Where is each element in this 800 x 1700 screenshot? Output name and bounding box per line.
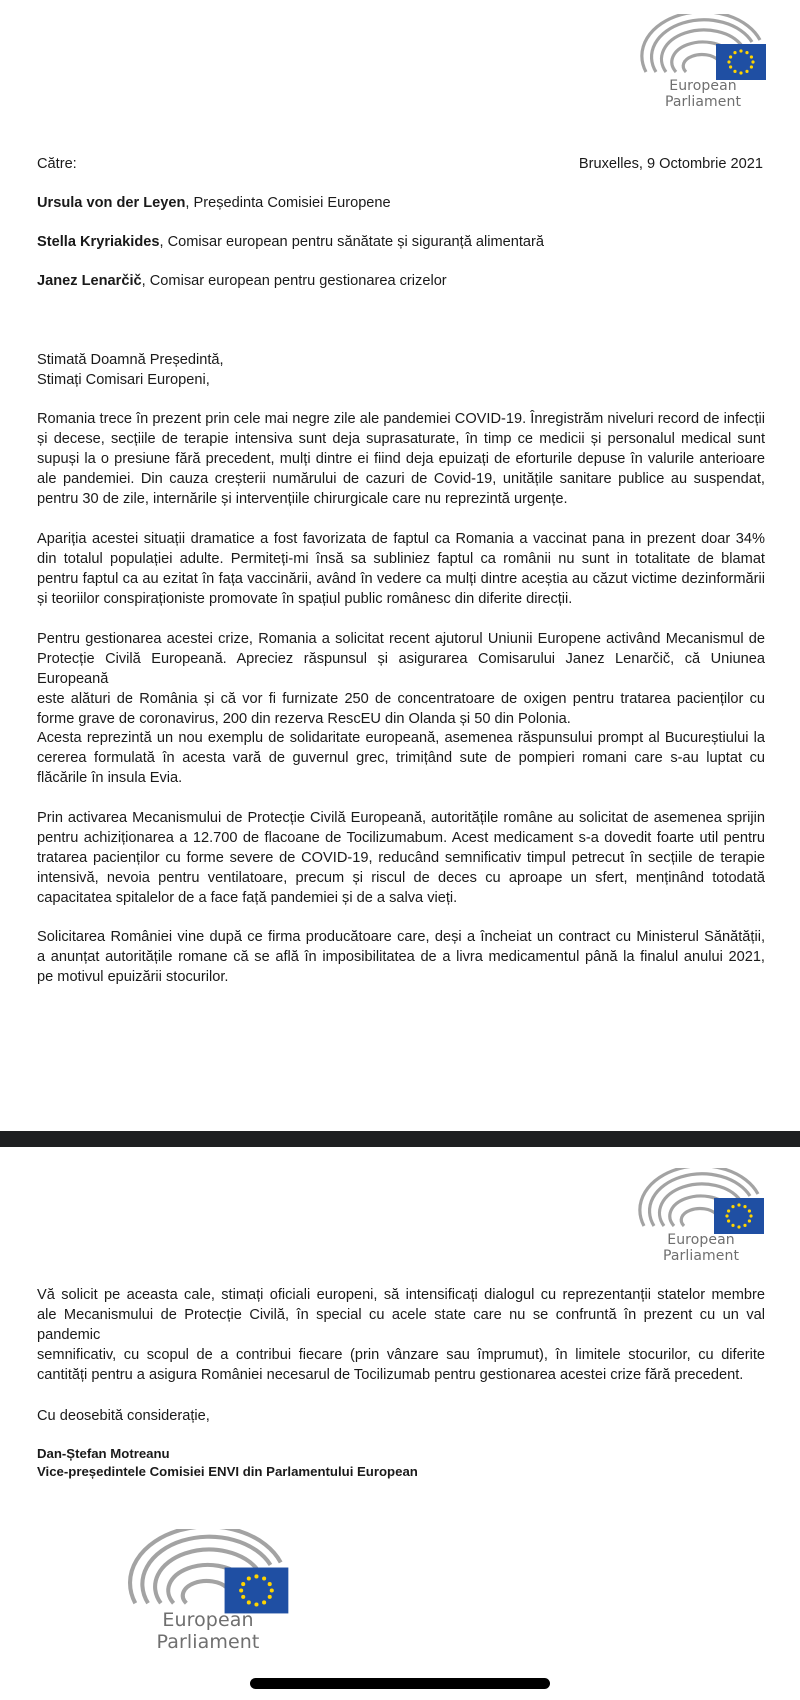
logo-text: European Parliament	[664, 78, 742, 110]
recipient-2: Stella Kryriakides, Comisar european pentru sănătate și siguranță alimentară	[37, 234, 545, 250]
logo-text: European Parliament	[156, 1609, 260, 1653]
paragraph-6: Solicitarea României vine după ce firma producătoare care, deși a încheiat un contract cu Ministerul Sănătății, a anunțat autoritățile romane că se află în imposibilitatea de a livra medicamentul până la finalul anului 2021, pe motivul epuizării stocurilor.	[37, 929, 765, 985]
closing: Cu deosebită considerație,	[37, 1408, 210, 1424]
european-parliament-logo	[634, 14, 772, 110]
signature-name: Dan-Ștefan Motreanu	[37, 1446, 170, 1461]
paragraph-4: Acesta reprezintă un nou exemplu de solidaritate europeană, asemenea răspunsului prompt al Bucureștiului la cererea formulată în acesta vară de guvernul grec, trimițând sute de pompieri romani care s-au luptat cu flăcările în insula Evia.	[37, 730, 765, 786]
salutation-2: Stimați Comisari Europeni,	[37, 372, 210, 388]
home-indicator-bar[interactable]	[250, 1678, 550, 1689]
letter-page-2	[0, 1147, 800, 1700]
recipient-1: Ursula von der Leyen, Președinta Comisiei Europene	[37, 195, 391, 211]
place-date: Bruxelles, 9 Octombrie 2021	[578, 156, 763, 172]
european-parliament-logo	[120, 1529, 296, 1653]
paragraph-2: Apariția acestei situații dramatice a fost favorizata de faptul ca Romania a vaccinat pana in prezent doar 34% din totalul populației adulte. Permiteți-mi însă sa subliniez faptul ca românii nu sunt in totalitate de blamat pentru faptul ca au ezitat în fața vaccinării, având în vedere ca mulți dintre aceștia au căzut victime dezinformării și teoriilor conspiraționiste promovate în spațiul public românesc din diferite direcții.	[37, 531, 765, 607]
paragraph-7: Vă solicit pe aceasta cale, stimați oficiali europeni, să intensificați dialogul cu reprezentanții statelor membre ale Mecanismului de Protecție Civilă, în special cu acele state care nu se confruntă în prezent cu un val pandemic semnificativ, cu scopul de a contribui fiecare (prin vânzare sau împrumut), în limitele stocurilor, cu diferite cantități pentru a asigura României necesarul de Tocilizumab pentru gestionarea acestei crize fără precedent.	[37, 1287, 765, 1383]
paragraph-3: Pentru gestionarea acestei crize, Romania a solicitat recent ajutorul Uniunii Europene activând Mecanismul de Protecție Civilă Europeană. Apreciez răspunsul și asigurarea Comisarului Janez Lenarčič, că Uniunea Europeană este alături de România și că vor fi furnizate 250 de concentratoare de oxigen pentru tratarea pacienților cu forme grave de coronavirus, 200 din rezerva RescEU din Olanda și 50 din Polonia.	[37, 631, 765, 727]
logo-text: European Parliament	[662, 1232, 740, 1264]
to-label: Către:	[37, 156, 77, 172]
signature-title: Vice-președintele Comisiei ENVI din Parlamentului European	[37, 1464, 418, 1479]
recipient-3: Janez Lenarčič, Comisar european pentru gestionarea crizelor	[37, 273, 447, 289]
salutation-1: Stimată Doamnă Președintă,	[37, 352, 224, 368]
page-separator	[0, 1131, 800, 1147]
paragraph-1: Romania trece în prezent prin cele mai negre zile ale pandemiei COVID-19. Înregistrăm niveluri record de infecții și decese, secțiile de terapie intensiva sunt deja suprasaturate, în timp ce medicii și personalul medical sunt supuși la o presiune fără precedent, mulți dintre ei fiind deja epuizați de eforturile depuse în valurile anterioare ale pandemiei. Din cauza creșterii numărului de cazuri de Covid-19, unitățile sanitare publice au suspendat, pentru 30 de zile, internările și intervențiile chirurgicale care nu reprezintă urgențe.	[37, 411, 765, 507]
paragraph-5: Prin activarea Mecanismului de Protecție Civilă Europeană, autoritățile române au solicitat de asemenea sprijin pentru achiziționarea a 12.700 de flacoane de Tocilizumabum. Acest medicament s-a dovedit foarte util pentru tratarea pacienților cu forme severe de COVID-19, reducând semnificativ timpul petrecut în secțiile de terapie intensivă, nevoia pentru ventilatoare, precum și riscul de deces cu aproape un sfert, menținând totodată capacitatea spitalelor de a face față pandemiei și de a salva vieți.	[37, 810, 765, 906]
european-parliament-logo	[632, 1168, 770, 1264]
